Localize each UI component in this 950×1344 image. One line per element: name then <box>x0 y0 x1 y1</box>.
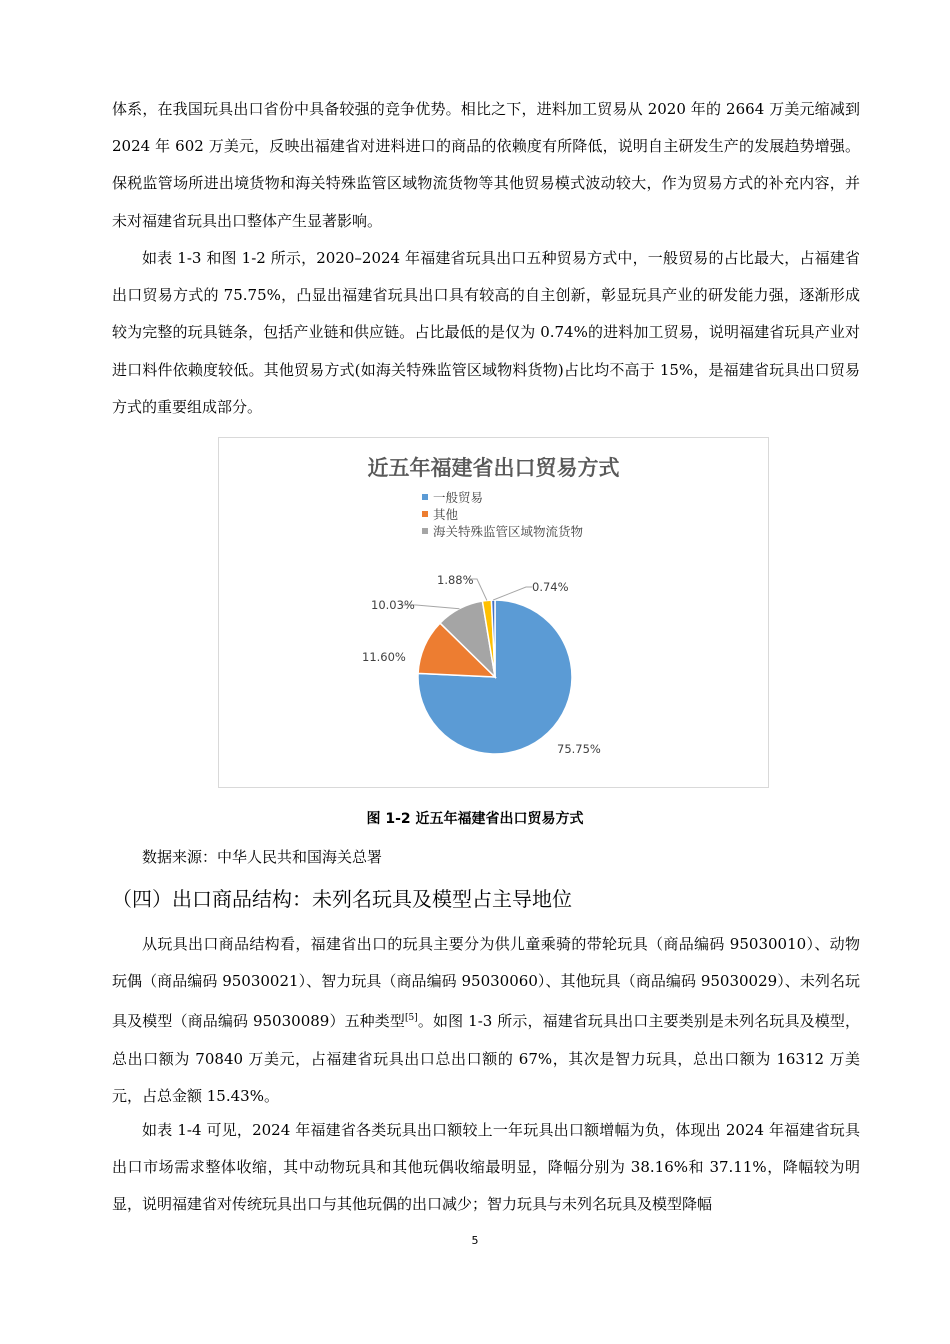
paragraph-text: 。如图 1-3 所示，福建省玩具出口主要类别是未列名玩具及模型，总出口额为 70840 万美元，占福建省玩具出口总出口额的 67%，其次是智力玩具，总出口额为 16312 万美元，占总金额 15.43%。 <box>112 1012 860 1105</box>
section-heading: （四）出口商品结构：未列名玩具及模型占主导地位 <box>112 887 572 911</box>
legend-label: 其他 <box>433 506 459 522</box>
paragraph-product-structure <box>112 926 860 1115</box>
legend-label: 一般贸易 <box>433 489 484 505</box>
data-label: 1.88% <box>437 573 474 587</box>
paragraph-product-decline: 如表 1-4 可见，2024 年福建省各类玩具出口额较上一年玩具出口额增幅为负，体现出 2024 年福建省玩具出口市场需求整体收缩，其中动物玩具和其他玩偶收缩最明显，降幅分别为 38.16%和 37.11%，降幅较为明显，说明福建省对传统玩具出口与其他玩偶的出口减少；智力玩具与未列名玩具及模型降幅 <box>112 1121 860 1214</box>
chart-container <box>218 437 769 788</box>
data-source: 数据来源：中华人民共和国海关总署 <box>142 848 383 866</box>
data-label: 10.03% <box>371 598 415 612</box>
paragraph-trade-modes-intro: 体系，在我国玩具出口省份中具备较强的竞争优势。相比之下，进料加工贸易从 2020 年的 2664 万美元缩减到 2024 年 602 万美元，反映出福建省对进料进口的商品的依赖度有所降低，说明自主研发生产的发展趋势增强。保税监管场所进出境货物和海关特殊监管区域物流货物等其他贸易模式波动较大，作为贸易方式的补充内容，并未对福建省玩具出口整体产生显著影响。 <box>112 100 860 230</box>
paragraph-text: 从玩具出口商品结构看，福建省出口的玩具主要分为供儿童乘骑的带轮玩具（商品编码 95030010）、动物玩偶（商品编码 95030021）、智力玩具（商品编码 95030060）、其他玩具（商品编码 95030029）、未列名玩具及模型（商品编码 95030089）五种类型 <box>112 935 860 1031</box>
page-number: 5 <box>471 1234 479 1247</box>
data-label: 0.74% <box>532 580 569 594</box>
figure-caption: 图 1-2 近五年福建省出口贸易方式 <box>366 811 584 827</box>
pie-chart <box>219 438 768 787</box>
chart-title: 近五年福建省出口贸易方式 <box>367 456 620 480</box>
leader-line <box>493 587 532 600</box>
legend-label: 海关特殊监管区域物流货物 <box>433 523 584 539</box>
data-label: 11.60% <box>362 650 406 664</box>
citation-ref: [5] <box>405 1013 418 1024</box>
paragraph-trade-modes-share: 如表 1-3 和图 1-2 所示，2020–2024 年福建省玩具出口五种贸易方式中，一般贸易的占比最大，占福建省出口贸易方式的 75.75%，凸显出福建省玩具出口具有较高的自主创新，彰显玩具产业的研发能力强，逐渐形成较为完整的玩具链条，包括产业链和供应链。占比最低的是仅为 0.74%的进料加工贸易，说明福建省玩具产业对进口料件依赖度较低。其他贸易方式(如海关特殊监管区域物料货物)占比均不高于 15%，是福建省玩具出口贸易方式的重要组成部分。 <box>112 249 860 416</box>
data-label: 75.75% <box>557 742 601 756</box>
